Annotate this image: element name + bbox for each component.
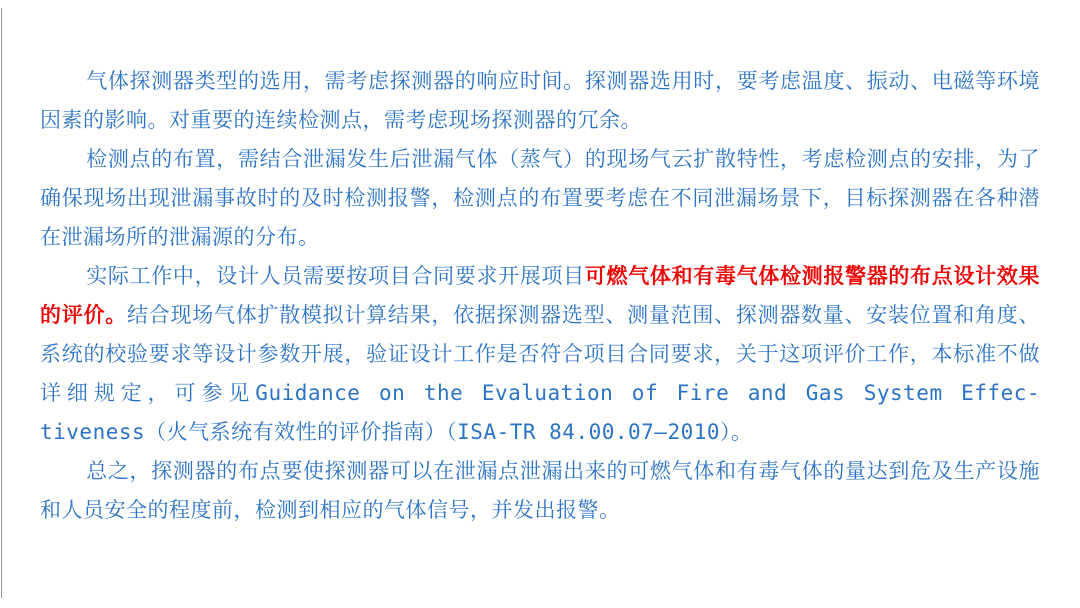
highlighted-evaluation-text: 可燃气体和有毒气体检测报警器的布点设计效果的评价。 — [40, 264, 1041, 327]
text-segment-guide-name: （火气系统有效性的评价指南）（ — [145, 420, 458, 444]
text-segment-parameters: 结合现场气体扩散模拟计算结果，依据探测器选型、测量范围、探测器数量、安装位置和角度、系统的校验要求等设计参数开展，验证设计工作是否符合项目合同要求，关于这项评价工作，本标准不做详细规定，可参见 — [40, 303, 1041, 405]
paragraph-design-evaluation — [40, 257, 1040, 452]
paragraph-detector-type-selection: 气体探测器类型的选用，需考虑探测器的响应时间。探测器选用时，要考虑温度、振动、电磁等环境因素的影响。对重要的连续检测点，需考虑现场探测器的冗余。 — [40, 69, 1040, 132]
page-edge-line — [1, 8, 2, 598]
text-segment-closing: ）。 — [720, 420, 753, 444]
document-body — [40, 62, 1040, 530]
text-segment-intro: 实际工作中，设计人员需要按项目合同要求开展项目 — [86, 264, 585, 288]
paragraph-detection-point-layout: 检测点的布置，需结合泄漏发生后泄漏气体（蒸气）的现场气云扩散特性，考虑检测点的安排，为了确保现场出现泄漏事故时的及时检测报警，检测点的布置要考虑在不同泄漏场景下，目标探测器在各种潜在泄漏场所的泄漏源的分布。 — [40, 147, 1040, 249]
english-standard-number: ISA-TR 84.00.07—2010 — [457, 420, 721, 444]
paragraph-summary: 总之，探测器的布点要使探测器可以在泄漏点泄漏出来的可燃气体和有毒气体的量达到危及生产设施和人员安全的程度前，检测到相应的气体信号，并发出报警。 — [40, 459, 1040, 522]
english-guidance-title: Guidance on the Evaluation of Fire and Gas System Effec-tiveness — [40, 381, 1041, 444]
